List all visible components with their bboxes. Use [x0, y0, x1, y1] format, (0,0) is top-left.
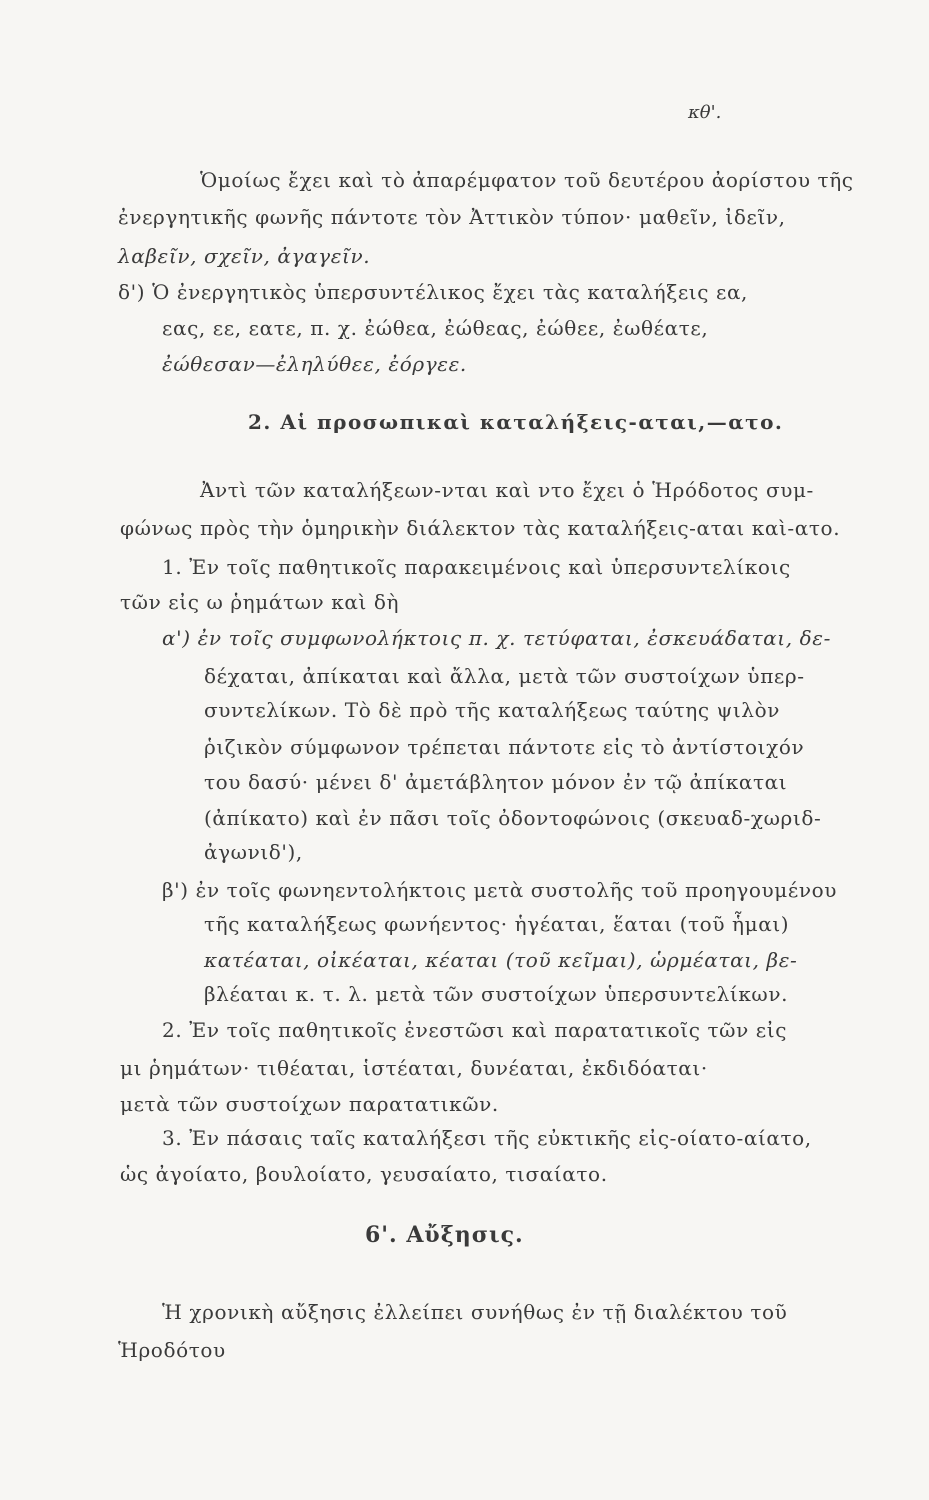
text-line: μι ῥημάτων· τιθέαται, ἱστέαται, δυνέαται, ἐκδιδόαται· [120, 1056, 708, 1080]
text-line: βλέαται κ. τ. λ. μετὰ τῶν συστοίχων ὑπερσυντελίκων. [204, 982, 789, 1006]
text-line: β') ἐν τοῖς φωνηεντολήκτοις μετὰ συστολῆς τοῦ προηγουμένου [162, 878, 838, 902]
text-line: λαβεῖν, σχεῖν, ἀγαγεῖν. [118, 244, 371, 268]
text-line: φώνως πρὸς τὴν ὁμηρικὴν διάλεκτον τὰς καταλήξεις-αται καὶ-ατο. [120, 516, 841, 540]
text-line: δέχαται, ἀπίκαται καὶ ἄλλα, μετὰ τῶν συστοίχων ὑπερ- [204, 664, 805, 688]
text-line: κατέαται, οἰκέαται, κέαται (τοῦ κεῖμαι), ὡρμέαται, βε- [204, 948, 798, 972]
text-line: συντελίκων. Τὸ δὲ πρὸ τῆς καταλήξεως ταύτης ψιλὸν [204, 698, 780, 722]
text-line: α') ἐν τοῖς συμφωνολήκτοις π. χ. τετύφαται, ἐσκευάδαται, δε- [162, 626, 831, 650]
page-number: κθ'. [688, 102, 722, 123]
text-line: Ἡ χρονικὴ αὔξησις ἐλλείπει συνήθως ἐν τῇ διαλέκτου τοῦ [162, 1300, 788, 1324]
text-line: εας, εε, εατε, π. χ. ἐώθεα, ἐώθεας, ἐώθεε, ἐωθέατε, [162, 316, 709, 340]
text-line: ἀγωνιδ'), [204, 840, 303, 864]
text-line: Ὁμοίως ἔχει καὶ τὸ ἀπαρέμφατον τοῦ δευτέρου ἀορίστου τῆς [200, 168, 854, 192]
text-line: μετὰ τῶν συστοίχων παρατατικῶν. [120, 1092, 499, 1116]
text-line: του δασύ· μένει δ' ἀμετάβλητον μόνον ἐν τῷ ἀπίκαται [204, 770, 788, 794]
text-line: 2. Ἐν τοῖς παθητικοῖς ἐνεστῶσι καὶ παρατατικοῖς τῶν εἰς [162, 1018, 788, 1042]
text-line: Ἀντὶ τῶν καταλήξεων-νται καὶ ντο ἔχει ὁ Ἡρόδοτος συμ- [200, 478, 814, 502]
text-line: (ἀπίκατο) καὶ ἐν πᾶσι τοῖς ὀδοντοφώνοις (σκευαδ-χωριδ- [204, 806, 822, 830]
text-line: 3. Ἐν πάσαις ταῖς καταλήξεσι τῆς εὐκτικῆς εἰς-οίατο-αίατο, [162, 1126, 812, 1150]
text-line: τῶν εἰς ω ῥημάτων καὶ δὴ [120, 590, 400, 614]
text-line: τῆς καταλήξεως φωνήεντος· ἡγέαται, ἕαται (τοῦ ἧμαι) [204, 912, 790, 936]
text-line: ἐώθεσαν—ἐληλύθεε, ἐόργεε. [162, 352, 467, 376]
text-line: 1. Ἐν τοῖς παθητικοῖς παρακειμένοις καὶ ὑπερσυντελίκοις [162, 555, 791, 579]
text-line: ῥιζικὸν σύμφωνον τρέπεται πάντοτε εἰς τὸ ἀντίστοιχόν [204, 735, 805, 759]
section-heading-6: 6'. Αὔξησις. [365, 1222, 524, 1248]
text-line: δ') Ὁ ἐνεργητικὸς ὑπερσυντέλικος ἔχει τὰς καταλήξεις εα, [118, 280, 749, 304]
text-line: Ἡροδότου [118, 1338, 226, 1362]
text-line: ὡς ἀγοίατο, βουλοίατο, γευσαίατο, τισαίατο. [120, 1162, 608, 1186]
section-heading-2: 2. Αἱ προσωπικαὶ καταλήξεις-αται,—ατο. [248, 410, 784, 434]
text-line: ἐνεργητικῆς φωνῆς πάντοτε τὸν Ἀττικὸν τύπον· μαθεῖν, ἰδεῖν, [118, 205, 786, 229]
